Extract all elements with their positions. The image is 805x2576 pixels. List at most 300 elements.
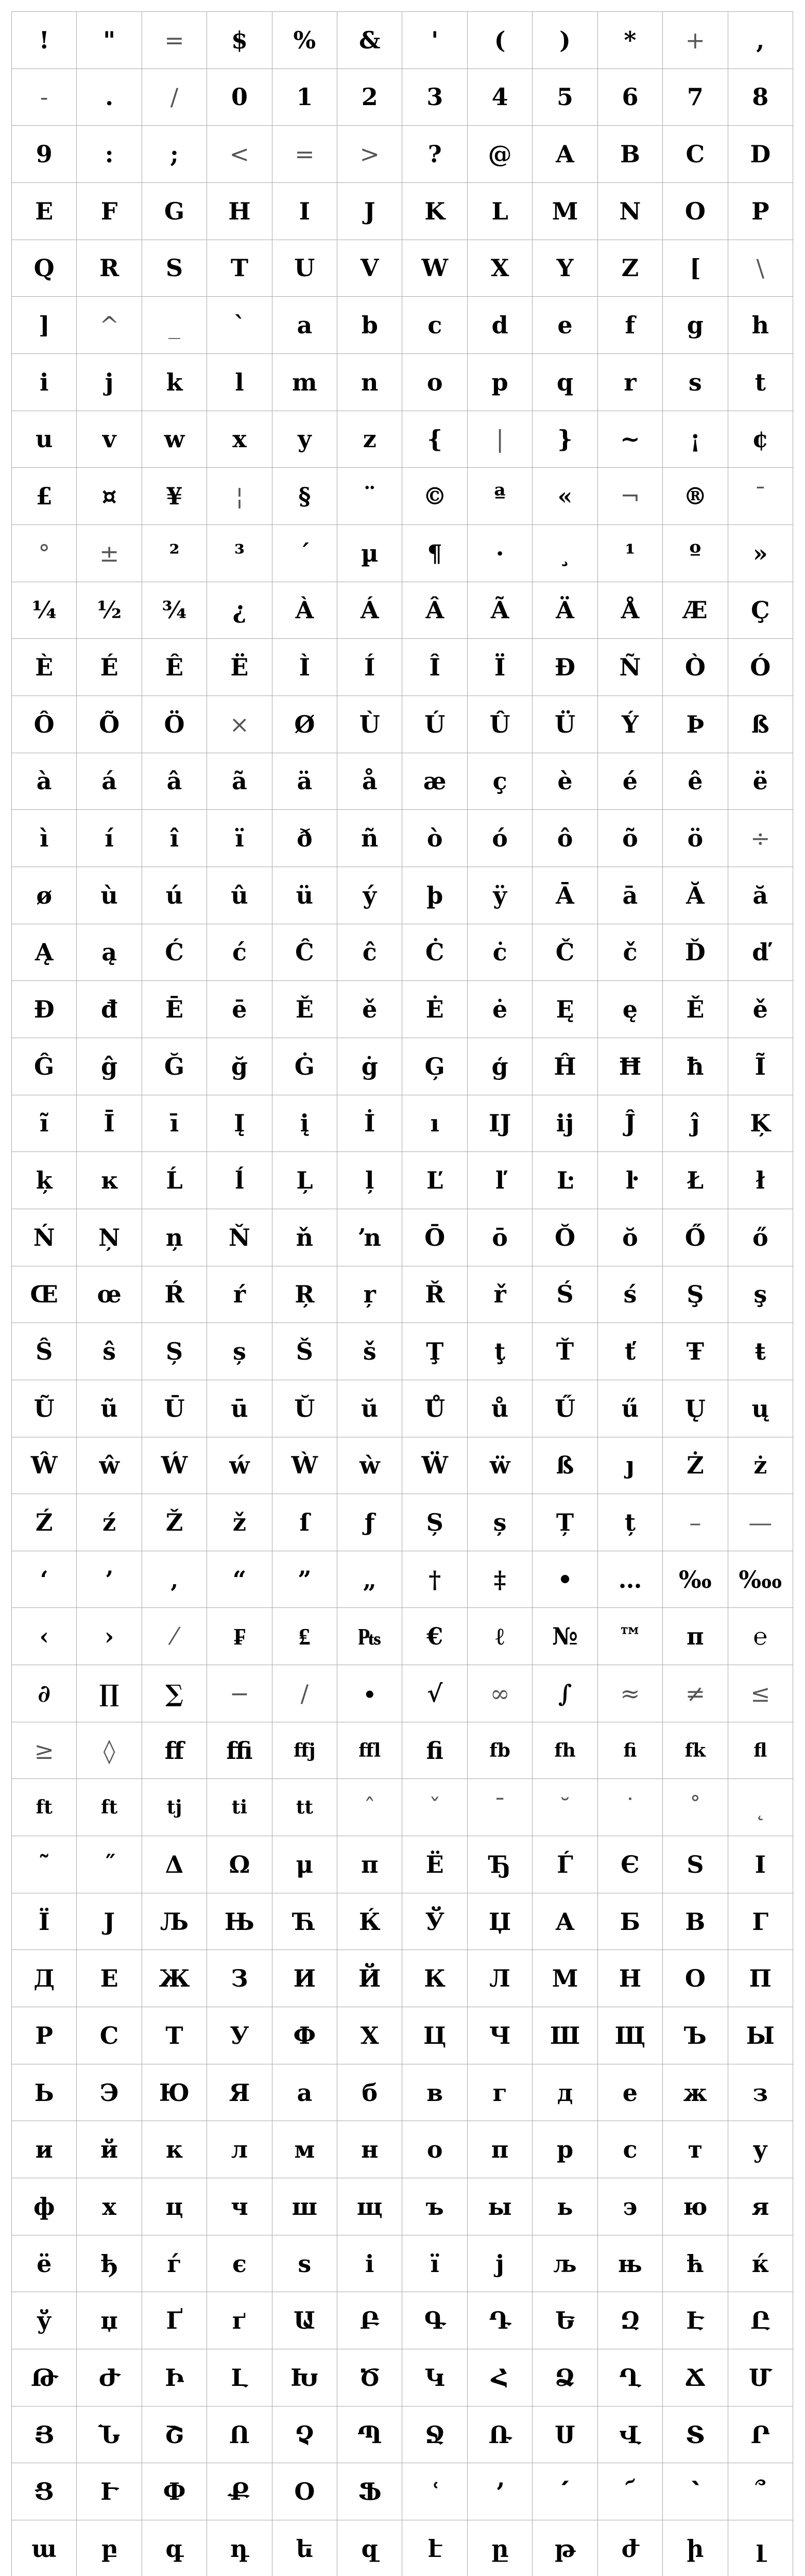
glyph-cell: ﬀ bbox=[142, 1722, 207, 1780]
glyph-cell: A bbox=[533, 126, 597, 183]
glyph-cell: Ç bbox=[728, 582, 793, 639]
glyph-cell: ћ bbox=[663, 2235, 728, 2293]
glyph-cell: k bbox=[142, 354, 207, 411]
glyph-cell: ß bbox=[533, 1437, 597, 1495]
glyph-cell: Ċ bbox=[402, 924, 467, 981]
glyph-cell: ft bbox=[77, 1779, 142, 1836]
glyph-cell: ( bbox=[468, 12, 533, 69]
glyph-cell: Ù bbox=[337, 696, 402, 753]
glyph-cell: ė bbox=[468, 981, 533, 1038]
glyph-cell: ă bbox=[728, 867, 793, 924]
glyph-cell: ň bbox=[272, 1209, 337, 1266]
glyph-cell: … bbox=[598, 1551, 663, 1608]
glyph-cell: љ bbox=[533, 2235, 597, 2293]
glyph-cell: ą bbox=[77, 924, 142, 981]
glyph-cell: ¨ bbox=[337, 468, 402, 525]
glyph-cell: / bbox=[142, 69, 207, 126]
glyph-cell: ŗ bbox=[337, 1266, 402, 1324]
glyph-cell: Ș bbox=[142, 1323, 207, 1380]
glyph-cell: + bbox=[663, 12, 728, 69]
glyph-cell: ğ bbox=[207, 1038, 272, 1095]
glyph-cell: б bbox=[337, 2064, 402, 2122]
glyph-cell: Ź bbox=[12, 1494, 77, 1551]
glyph-cell: ě bbox=[337, 981, 402, 1038]
glyph-cell: ū bbox=[207, 1380, 272, 1437]
glyph-cell: Ռ bbox=[468, 2406, 533, 2464]
glyph-cell: Ẁ bbox=[272, 1437, 337, 1495]
glyph-cell: Ē bbox=[142, 981, 207, 1038]
glyph-cell: ю bbox=[663, 2178, 728, 2235]
glyph-cell: е bbox=[598, 2064, 663, 2122]
glyph-cell: Ë bbox=[207, 639, 272, 696]
glyph-cell: ‘ bbox=[12, 1551, 77, 1608]
glyph-cell: Գ bbox=[402, 2292, 467, 2349]
glyph-cell: Թ bbox=[12, 2349, 77, 2406]
glyph-cell: Ŧ bbox=[663, 1323, 728, 1380]
glyph-cell: П bbox=[728, 1950, 793, 2007]
glyph-cell: ℮ bbox=[728, 1608, 793, 1665]
glyph-cell: T bbox=[207, 240, 272, 297]
glyph-cell: Ţ bbox=[402, 1323, 467, 1380]
glyph-cell: ж bbox=[663, 2064, 728, 2122]
glyph-cell: 5 bbox=[533, 69, 597, 126]
glyph-cell: ‚ bbox=[142, 1551, 207, 1608]
glyph-cell: Ğ bbox=[142, 1038, 207, 1095]
glyph-cell: ∑ bbox=[142, 1665, 207, 1722]
glyph-cell: b bbox=[337, 297, 402, 354]
glyph-cell: ≤ bbox=[728, 1665, 793, 1722]
glyph-cell: ˝ bbox=[77, 1836, 142, 1893]
glyph-cell: Յ bbox=[12, 2406, 77, 2464]
glyph-cell: Ô bbox=[12, 696, 77, 753]
glyph-cell: ՜ bbox=[598, 2463, 663, 2520]
glyph-cell: Û bbox=[468, 696, 533, 753]
glyph-cell: Է bbox=[663, 2292, 728, 2349]
glyph-cell: ÿ bbox=[468, 867, 533, 924]
glyph-cell: þ bbox=[402, 867, 467, 924]
glyph-cell: Ě bbox=[663, 981, 728, 1038]
glyph-cell: ա bbox=[12, 2520, 77, 2576]
glyph-cell: ¸ bbox=[533, 525, 597, 582]
glyph-cell: % bbox=[272, 12, 337, 69]
glyph-cell: | bbox=[468, 411, 533, 468]
glyph-cell: ® bbox=[663, 468, 728, 525]
glyph-cell: ŕ bbox=[207, 1266, 272, 1324]
glyph-cell: ! bbox=[12, 12, 77, 69]
glyph-cell: û bbox=[207, 867, 272, 924]
glyph-cell: ¼ bbox=[12, 582, 77, 639]
glyph-cell: e bbox=[533, 297, 597, 354]
glyph-cell: ₧ bbox=[337, 1608, 402, 1665]
glyph-cell: ħ bbox=[663, 1038, 728, 1095]
glyph-cell: Ũ bbox=[12, 1380, 77, 1437]
glyph-cell: “ bbox=[207, 1551, 272, 1608]
glyph-cell: Ա bbox=[272, 2292, 337, 2349]
glyph-cell: Í bbox=[337, 639, 402, 696]
glyph-cell: й bbox=[77, 2121, 142, 2178]
glyph-cell: ” bbox=[272, 1551, 337, 1608]
glyph-cell: ª bbox=[468, 468, 533, 525]
glyph-cell: 2 bbox=[337, 69, 402, 126]
glyph-cell: π bbox=[663, 1608, 728, 1665]
glyph-cell: ĩ bbox=[12, 1095, 77, 1153]
glyph-cell: Ֆ bbox=[337, 2463, 402, 2520]
glyph-cell: Ẅ bbox=[402, 1437, 467, 1495]
glyph-cell: Ё bbox=[402, 1836, 467, 1893]
glyph-cell: а bbox=[272, 2064, 337, 2122]
glyph-cell: ∕ bbox=[272, 1665, 337, 1722]
glyph-cell: Й bbox=[337, 1950, 402, 2007]
glyph-cell: Х bbox=[337, 2007, 402, 2064]
glyph-cell: Ñ bbox=[598, 639, 663, 696]
glyph-cell: ‱ bbox=[728, 1551, 793, 1608]
glyph-cell: ȷ bbox=[598, 1437, 663, 1495]
glyph-cell: tt bbox=[272, 1779, 337, 1836]
glyph-cell: › bbox=[77, 1608, 142, 1665]
glyph-cell: Л bbox=[468, 1950, 533, 2007]
glyph-cell: ¡ bbox=[663, 411, 728, 468]
glyph-cell: ó bbox=[468, 810, 533, 867]
glyph-cell: Ľ bbox=[402, 1152, 467, 1209]
glyph-cell: գ bbox=[142, 2520, 207, 2576]
glyph-cell: і bbox=[337, 2235, 402, 2293]
glyph-cell: Ó bbox=[728, 639, 793, 696]
glyph-cell: ₣ bbox=[207, 1608, 272, 1665]
glyph-cell: Ì bbox=[272, 639, 337, 696]
glyph-cell: ў bbox=[12, 2292, 77, 2349]
glyph-cell: İ bbox=[337, 1095, 402, 1153]
glyph-cell: [ bbox=[663, 240, 728, 297]
glyph-cell: Ц bbox=[402, 2007, 467, 2064]
glyph-cell: ¥ bbox=[142, 468, 207, 525]
glyph-cell: ķ bbox=[12, 1152, 77, 1209]
glyph-cell: N bbox=[598, 183, 663, 240]
glyph-cell: · bbox=[468, 525, 533, 582]
glyph-cell: ∞ bbox=[468, 1665, 533, 1722]
glyph-cell: ô bbox=[533, 810, 597, 867]
glyph-cell: ї bbox=[402, 2235, 467, 2293]
glyph-cell: ´ bbox=[272, 525, 337, 582]
glyph-cell: Ķ bbox=[728, 1095, 793, 1153]
glyph-cell: ը bbox=[468, 2520, 533, 2576]
glyph-cell: Վ bbox=[598, 2406, 663, 2464]
glyph-cell: Ö bbox=[142, 696, 207, 753]
glyph-cell: ſ bbox=[272, 1494, 337, 1551]
glyph-cell: ј bbox=[468, 2235, 533, 2293]
glyph-cell: C bbox=[663, 126, 728, 183]
glyph-cell: Ї bbox=[12, 1893, 77, 1951]
glyph-cell: ż bbox=[728, 1437, 793, 1495]
glyph-cell: ŝ bbox=[77, 1323, 142, 1380]
glyph-cell: ¯ bbox=[728, 468, 793, 525]
glyph-cell: * bbox=[598, 12, 663, 69]
glyph-cell: ç bbox=[468, 753, 533, 810]
glyph-cell: Ў bbox=[402, 1893, 467, 1951]
glyph-cell: o bbox=[402, 354, 467, 411]
glyph-cell: i bbox=[12, 354, 77, 411]
glyph-cell: Ļ bbox=[272, 1152, 337, 1209]
glyph-cell: ∏ bbox=[77, 1665, 142, 1722]
glyph-cell: t bbox=[728, 354, 793, 411]
glyph-cell: \ bbox=[728, 240, 793, 297]
glyph-cell: Ą bbox=[12, 924, 77, 981]
glyph-cell: Î bbox=[402, 639, 467, 696]
glyph-cell: Ņ bbox=[77, 1209, 142, 1266]
glyph-cell: Ú bbox=[402, 696, 467, 753]
glyph-cell: P bbox=[728, 183, 793, 240]
glyph-cell: Ä bbox=[533, 582, 597, 639]
glyph-cell: ﬀl bbox=[337, 1722, 402, 1780]
glyph-cell: І bbox=[728, 1836, 793, 1893]
glyph-cell: z bbox=[337, 411, 402, 468]
glyph-cell: է bbox=[402, 2520, 467, 2576]
glyph-cell: Ĉ bbox=[272, 924, 337, 981]
glyph-cell: Ѓ bbox=[533, 1836, 597, 1893]
glyph-cell: Ü bbox=[533, 696, 597, 753]
glyph-cell: Ս bbox=[533, 2406, 597, 2464]
glyph-cell: М bbox=[533, 1950, 597, 2007]
glyph-cell: ¶ bbox=[402, 525, 467, 582]
glyph-cell: Ќ bbox=[337, 1893, 402, 1951]
glyph-cell: ² bbox=[142, 525, 207, 582]
glyph-cell: ẅ bbox=[468, 1437, 533, 1495]
glyph-cell: Լ bbox=[207, 2349, 272, 2406]
glyph-cell: Љ bbox=[142, 1893, 207, 1951]
glyph-cell: Ş bbox=[663, 1266, 728, 1324]
glyph-cell: ∙ bbox=[337, 1665, 402, 1722]
glyph-cell: Կ bbox=[402, 2349, 467, 2406]
glyph-cell: ¿ bbox=[207, 582, 272, 639]
glyph-cell: Р bbox=[12, 2007, 77, 2064]
glyph-cell: º bbox=[663, 525, 728, 582]
glyph-cell: ẃ bbox=[207, 1437, 272, 1495]
glyph-cell: V bbox=[337, 240, 402, 297]
glyph-cell: ģ bbox=[468, 1038, 533, 1095]
glyph-cell: Ք bbox=[207, 2463, 272, 2520]
glyph-cell: լ bbox=[728, 2520, 793, 2576]
glyph-cell: y bbox=[272, 411, 337, 468]
glyph-cell: > bbox=[337, 126, 402, 183]
glyph-cell: ‰ bbox=[663, 1551, 728, 1608]
glyph-cell: ÷ bbox=[728, 810, 793, 867]
glyph-cell: } bbox=[533, 411, 597, 468]
glyph-cell: Ò bbox=[663, 639, 728, 696]
glyph-cell: Խ bbox=[272, 2349, 337, 2406]
glyph-cell: Ĳ bbox=[468, 1095, 533, 1153]
glyph-cell: ċ bbox=[468, 924, 533, 981]
glyph-cell: E bbox=[12, 183, 77, 240]
glyph-cell: ì bbox=[12, 810, 77, 867]
glyph-cell: Ï bbox=[468, 639, 533, 696]
glyph-cell: Œ bbox=[12, 1266, 77, 1324]
glyph-cell: Ĥ bbox=[533, 1038, 597, 1095]
glyph-cell: = bbox=[142, 12, 207, 69]
glyph-cell: Ť bbox=[533, 1323, 597, 1380]
glyph-cell: „ bbox=[337, 1551, 402, 1608]
glyph-cell: ł bbox=[728, 1152, 793, 1209]
glyph-cell: ĝ bbox=[77, 1038, 142, 1095]
glyph-cell: с bbox=[598, 2121, 663, 2178]
glyph-cell: о bbox=[402, 2121, 467, 2178]
glyph-cell: Č bbox=[533, 924, 597, 981]
glyph-cell: Չ bbox=[272, 2406, 337, 2464]
glyph-cell: į bbox=[272, 1095, 337, 1153]
glyph-cell: ŭ bbox=[337, 1380, 402, 1437]
glyph-cell: ĳ bbox=[533, 1095, 597, 1153]
glyph-cell: ч bbox=[207, 2178, 272, 2235]
glyph-cell: Զ bbox=[598, 2292, 663, 2349]
glyph-cell: Շ bbox=[142, 2406, 207, 2464]
glyph-cell: ë bbox=[728, 753, 793, 810]
glyph-cell: ć bbox=[207, 924, 272, 981]
glyph-cell: ¯ bbox=[468, 1779, 533, 1836]
glyph-cell: н bbox=[337, 2121, 402, 2178]
glyph-cell: è bbox=[533, 753, 597, 810]
glyph-cell: դ bbox=[207, 2520, 272, 2576]
glyph-cell: ș bbox=[468, 1494, 533, 1551]
glyph-cell: Э bbox=[77, 2064, 142, 2122]
glyph-cell: π bbox=[337, 1836, 402, 1893]
glyph-cell: Ŕ bbox=[142, 1266, 207, 1324]
glyph-cell: А bbox=[533, 1893, 597, 1951]
glyph-cell: Ġ bbox=[272, 1038, 337, 1095]
glyph-cell: ţ bbox=[468, 1323, 533, 1380]
glyph-cell: â bbox=[142, 753, 207, 810]
glyph-cell: ի bbox=[663, 2520, 728, 2576]
glyph-cell: R bbox=[77, 240, 142, 297]
glyph-cell: − bbox=[207, 1665, 272, 1722]
glyph-cell: tj bbox=[142, 1779, 207, 1836]
glyph-cell: μ bbox=[272, 1836, 337, 1893]
glyph-cell: õ bbox=[598, 810, 663, 867]
glyph-cell: з bbox=[728, 2064, 793, 2122]
glyph-cell: Į bbox=[207, 1095, 272, 1153]
glyph-cell: ő bbox=[728, 1209, 793, 1266]
glyph-cell: Ā bbox=[533, 867, 597, 924]
glyph-cell: ﬃ bbox=[207, 1722, 272, 1780]
glyph-cell: Ż bbox=[663, 1437, 728, 1495]
glyph-cell: ŀ bbox=[598, 1152, 663, 1209]
glyph-cell: В bbox=[663, 1893, 728, 1951]
glyph-cell: À bbox=[272, 582, 337, 639]
glyph-cell: Ĝ bbox=[12, 1038, 77, 1095]
glyph-cell: ú bbox=[142, 867, 207, 924]
glyph-cell: ŧ bbox=[728, 1323, 793, 1380]
glyph-cell: ˛ bbox=[728, 1779, 793, 1836]
glyph-cell: m bbox=[272, 354, 337, 411]
glyph-cell: ђ bbox=[77, 2235, 142, 2293]
glyph-cell: ՛ bbox=[533, 2463, 597, 2520]
glyph-cell: Ը bbox=[728, 2292, 793, 2349]
glyph-cell: Д bbox=[12, 1950, 77, 2007]
glyph-chart bbox=[11, 11, 793, 2576]
glyph-cell: Ĩ bbox=[728, 1038, 793, 1095]
glyph-cell: È bbox=[12, 639, 77, 696]
glyph-cell: < bbox=[207, 126, 272, 183]
glyph-cell: I bbox=[272, 183, 337, 240]
glyph-cell: ˘ bbox=[533, 1779, 597, 1836]
glyph-cell: ē bbox=[207, 981, 272, 1038]
glyph-cell: ť bbox=[598, 1323, 663, 1380]
glyph-cell: Н bbox=[598, 1950, 663, 2007]
glyph-cell: ± bbox=[77, 525, 142, 582]
glyph-cell: Ы bbox=[728, 2007, 793, 2064]
glyph-cell: fh bbox=[533, 1722, 597, 1780]
glyph-cell: т bbox=[663, 2121, 728, 2178]
glyph-cell: թ bbox=[533, 2520, 597, 2576]
glyph-cell: Ő bbox=[663, 1209, 728, 1266]
glyph-cell: Ț bbox=[533, 1494, 597, 1551]
glyph-cell: К bbox=[402, 1950, 467, 2007]
glyph-cell: ı bbox=[402, 1095, 467, 1153]
glyph-cell: Օ bbox=[272, 2463, 337, 2520]
glyph-cell: Ф bbox=[272, 2007, 337, 2064]
glyph-cell: О bbox=[663, 1950, 728, 2007]
glyph-cell: { bbox=[402, 411, 467, 468]
glyph-cell: ñ bbox=[337, 810, 402, 867]
glyph-cell: э bbox=[598, 2178, 663, 2235]
glyph-cell: ű bbox=[598, 1380, 663, 1437]
glyph-cell: fi bbox=[598, 1722, 663, 1780]
glyph-cell: д bbox=[533, 2064, 597, 2122]
glyph-cell: Ŏ bbox=[533, 1209, 597, 1266]
glyph-cell: ý bbox=[337, 867, 402, 924]
glyph-cell: Г bbox=[728, 1893, 793, 1951]
glyph-cell: Ĺ bbox=[142, 1152, 207, 1209]
glyph-cell: в bbox=[402, 2064, 467, 2122]
glyph-cell: Ժ bbox=[77, 2349, 142, 2406]
glyph-cell: ẁ bbox=[337, 1437, 402, 1495]
glyph-cell: r bbox=[598, 354, 663, 411]
glyph-cell: ^ bbox=[77, 297, 142, 354]
glyph-cell: š bbox=[337, 1323, 402, 1380]
glyph-cell: Ј bbox=[77, 1893, 142, 1951]
glyph-cell: å bbox=[337, 753, 402, 810]
glyph-cell: Ն bbox=[77, 2406, 142, 2464]
glyph-cell: L bbox=[468, 183, 533, 240]
glyph-cell: u bbox=[12, 411, 77, 468]
glyph-cell: ś bbox=[598, 1266, 663, 1324]
glyph-cell: @ bbox=[468, 126, 533, 183]
glyph-cell: ș bbox=[207, 1323, 272, 1380]
glyph-cell: ě bbox=[728, 981, 793, 1038]
glyph-cell: j bbox=[77, 354, 142, 411]
glyph-cell: µ bbox=[337, 525, 402, 582]
glyph-cell: Դ bbox=[468, 2292, 533, 2349]
glyph-cell: , bbox=[728, 12, 793, 69]
glyph-cell: Δ bbox=[142, 1836, 207, 1893]
glyph-cell: ы bbox=[468, 2178, 533, 2235]
glyph-cell: O bbox=[663, 183, 728, 240]
glyph-cell: Å bbox=[598, 582, 663, 639]
glyph-cell: Ý bbox=[598, 696, 663, 753]
glyph-cell: Ջ bbox=[402, 2406, 467, 2464]
glyph-cell: H bbox=[207, 183, 272, 240]
glyph-cell: Ђ bbox=[468, 1836, 533, 1893]
glyph-cell: Ю bbox=[142, 2064, 207, 2122]
glyph-cell: զ bbox=[337, 2520, 402, 2576]
glyph-cell: ¬ bbox=[598, 468, 663, 525]
glyph-cell: Ħ bbox=[598, 1038, 663, 1095]
glyph-cell: ∫ bbox=[533, 1665, 597, 1722]
glyph-cell: ъ bbox=[402, 2178, 467, 2235]
glyph-cell: Ň bbox=[207, 1209, 272, 1266]
glyph-cell: ˚ bbox=[663, 1779, 728, 1836]
glyph-cell: £ bbox=[12, 468, 77, 525]
glyph-cell: ~ bbox=[598, 411, 663, 468]
glyph-cell: . bbox=[77, 69, 142, 126]
glyph-cell: ˙ bbox=[598, 1779, 663, 1836]
